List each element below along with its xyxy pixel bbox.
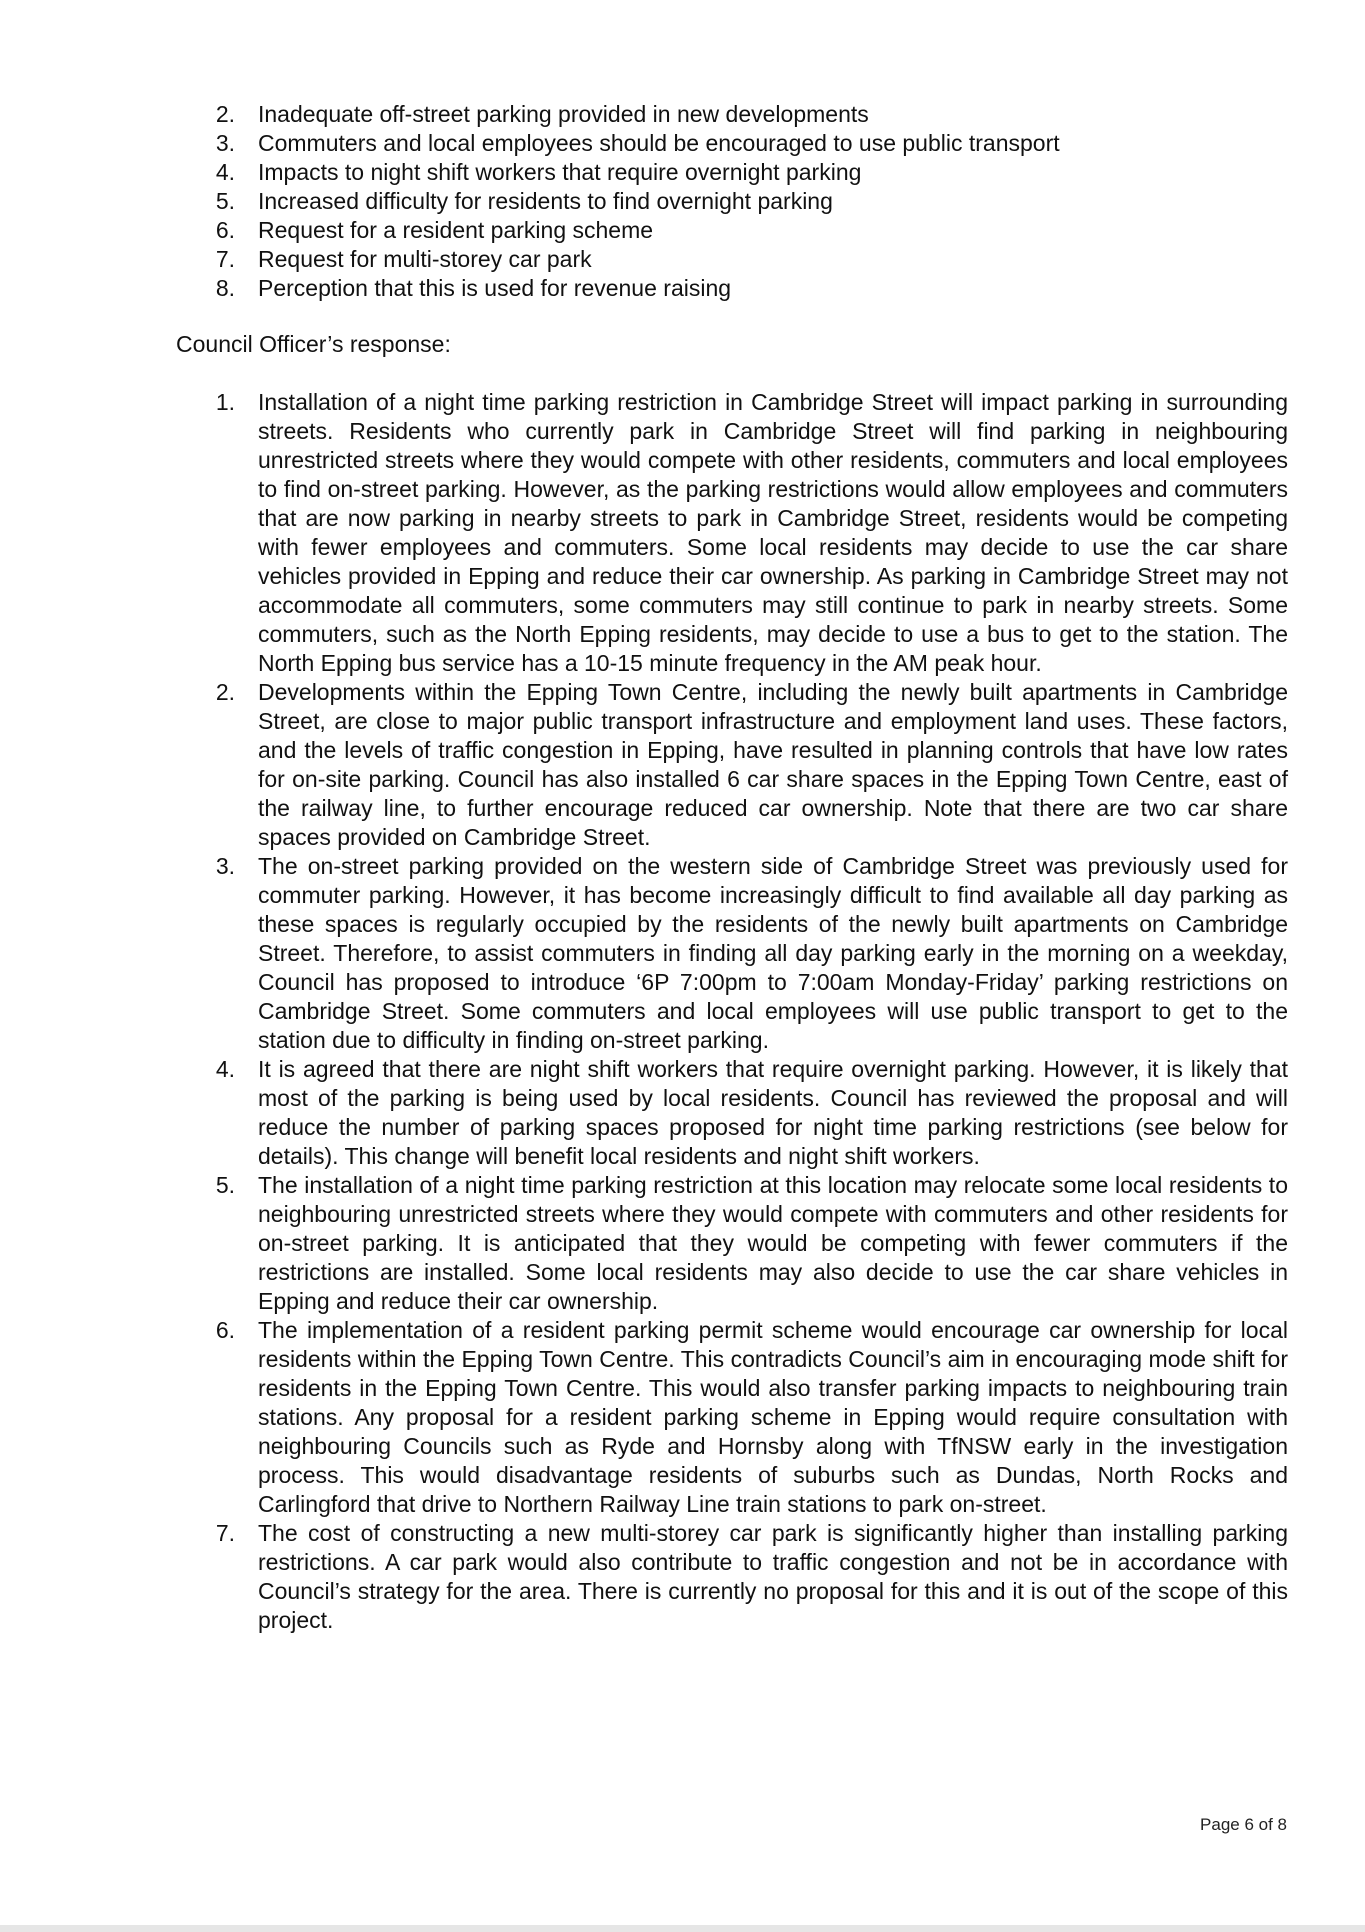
list-item-text: It is agreed that there are night shift workers that require overnight parking. However, it is likely that most of the parking is being used by local residents. Council has reviewed the proposal and will reduce the number of parking spaces proposed for night time parking restrictions (see below for details). This change will benefit local residents and night shift workers. bbox=[258, 1056, 1288, 1169]
response-item bbox=[0, 1171, 1365, 1316]
list-number: 8. bbox=[215, 275, 235, 301]
list-number: 3. bbox=[215, 130, 235, 156]
list-item-text: Inadequate off-street parking provided in new developments bbox=[258, 101, 869, 127]
response-heading: Council Officer’s response: bbox=[176, 331, 451, 357]
list-number: 6. bbox=[215, 217, 235, 243]
concern-item bbox=[0, 245, 1365, 274]
list-number: 4. bbox=[215, 1056, 235, 1082]
list-number: 4. bbox=[215, 159, 235, 185]
list-item-text: The on-street parking provided on the western side of Cambridge Street was previously used for commuter parking. However, it has become increasingly difficult to find available all day parking as these spaces is regularly occupied by the residents of the newly built apartments on Cambridge Street. Therefore, to assist commuters in finding all day parking early in the morning on a weekday, Council has proposed to introduce ‘6P 7:00pm to 7:00am Monday-Friday’ parking restrictions on Cambridge Street. Some commuters and local employees will use public transport to get to the station due to difficulty in finding on-street parking. bbox=[258, 853, 1288, 1053]
list-item-text: The cost of constructing a new multi-storey car park is significantly higher than installing parking restrictions. A car park would also contribute to traffic congestion and not be in accordance with Council’s strategy for the area. There is currently no proposal for this and it is out of the scope of this project. bbox=[258, 1520, 1288, 1633]
list-number: 7. bbox=[215, 1520, 235, 1546]
concern-item bbox=[0, 187, 1365, 216]
list-number: 3. bbox=[215, 853, 235, 879]
list-item-text: Installation of a night time parking restriction in Cambridge Street will impact parking in surrounding streets. Residents who currently park in Cambridge Street will find parking in neighbouring unrestricted streets where they would compete with other residents, commuters and local employees to find on-street parking. However, as the parking restrictions would allow employees and commuters that are now parking in nearby streets to park in Cambridge Street, residents would be competing with fewer employees and commuters. Some local residents may decide to use the car share vehicles provided in Epping and reduce their car ownership. As parking in Cambridge Street may not accommodate all commuters, some commuters may still continue to park in nearby streets. Some commuters, such as the North Epping residents, may decide to use a bus to get to the station. The North Epping bus service has a 10-15 minute frequency in the AM peak hour. bbox=[258, 389, 1288, 676]
response-item bbox=[0, 388, 1365, 678]
list-number: 1. bbox=[215, 389, 235, 415]
page-bottom-edge bbox=[0, 1925, 1365, 1932]
list-number: 7. bbox=[215, 246, 235, 272]
response-item bbox=[0, 678, 1365, 852]
response-item bbox=[0, 1316, 1365, 1519]
list-item-text: Request for multi-storey car park bbox=[258, 246, 592, 272]
concern-item bbox=[0, 216, 1365, 245]
response-item bbox=[0, 1055, 1365, 1171]
list-item-text: Increased difficulty for residents to find overnight parking bbox=[258, 188, 833, 214]
concern-item bbox=[0, 274, 1365, 303]
list-number: 5. bbox=[215, 1172, 235, 1198]
list-item-text: Impacts to night shift workers that require overnight parking bbox=[258, 159, 862, 185]
list-number: 2. bbox=[215, 101, 235, 127]
page-number: Page 6 of 8 bbox=[1200, 1815, 1287, 1834]
list-item-text: Commuters and local employees should be encouraged to use public transport bbox=[258, 130, 1060, 156]
list-item-text: Request for a resident parking scheme bbox=[258, 217, 654, 243]
list-item-text: The implementation of a resident parking permit scheme would encourage car ownership for local residents within the Epping Town Centre. This contradicts Council’s aim in encouraging mode shift for residents in the Epping Town Centre. This would also transfer parking impacts to neighbouring train stations. Any proposal for a resident parking scheme in Epping would require consultation with neighbouring Councils such as Ryde and Hornsby along with TfNSW early in the investigation process. This would disadvantage residents of suburbs such as Dundas, North Rocks and Carlingford that drive to Northern Railway Line train stations to park on-street. bbox=[258, 1317, 1288, 1517]
response-item bbox=[0, 1519, 1365, 1635]
concern-item bbox=[0, 129, 1365, 158]
concern-item bbox=[0, 158, 1365, 187]
list-number: 2. bbox=[215, 679, 235, 705]
list-item-text: The installation of a night time parking restriction at this location may relocate some local residents to neighbouring unrestricted streets where they would compete with commuters and other residents for on-street parking. It is anticipated that they would be competing with fewer commuters if the restrictions are installed. Some local residents may also decide to use the car share vehicles in Epping and reduce their car ownership. bbox=[258, 1172, 1288, 1314]
response-item bbox=[0, 852, 1365, 1055]
list-number: 5. bbox=[215, 188, 235, 214]
list-item-text: Perception that this is used for revenue raising bbox=[258, 275, 732, 301]
list-item-text: Developments within the Epping Town Centre, including the newly built apartments in Cambridge Street, are close to major public transport infrastructure and employment land uses. These factors, and the levels of traffic congestion in Epping, have resulted in planning controls that have low rates for on-site parking. Council has also installed 6 car share spaces in the Epping Town Centre, east of the railway line, to further encourage reduced car ownership. Note that there are two car share spaces provided on Cambridge Street. bbox=[258, 679, 1288, 850]
responses-list bbox=[0, 388, 1365, 1635]
concern-item bbox=[0, 100, 1365, 129]
list-number: 6. bbox=[215, 1317, 235, 1343]
concerns-list bbox=[0, 100, 1365, 303]
